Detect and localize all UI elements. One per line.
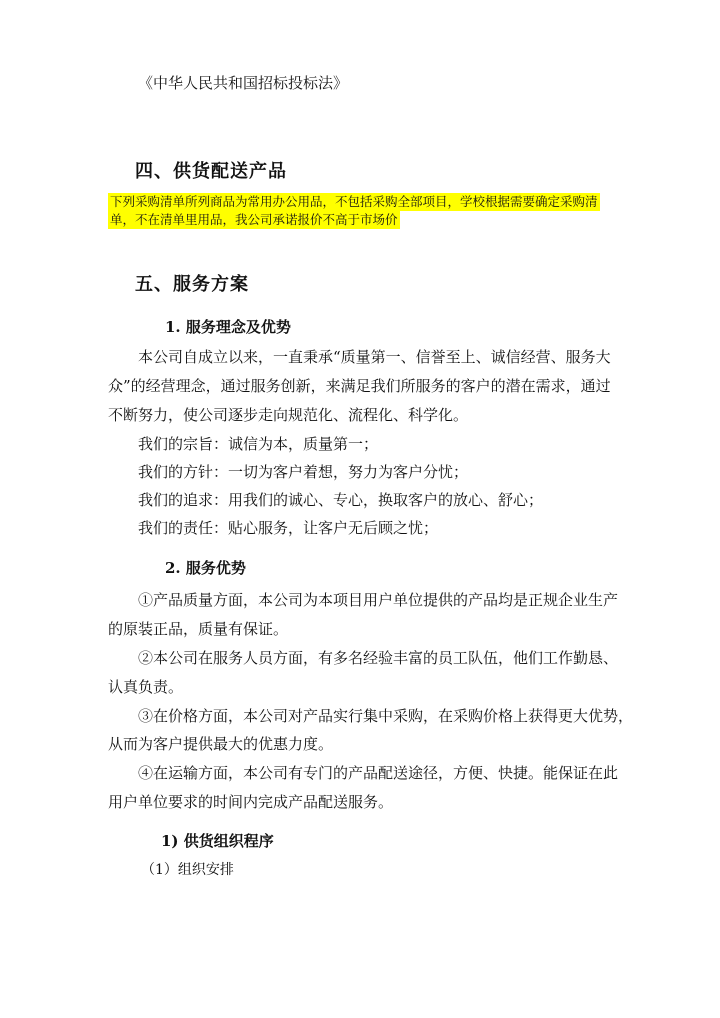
paragraph-line: 用户单位要求的时间内完成产品配送服务。 (108, 793, 394, 811)
paragraph-line: ②本公司在服务人员方面，有多名经验丰富的员工队伍，他们工作勤恳、 (138, 649, 619, 667)
paragraph-line: 不断努力，使公司逐步走向规范化、流程化、科学化。 (108, 406, 469, 424)
section-heading-supply: 四、供货配送产品 (135, 161, 287, 182)
paragraph-line: ③在价格方面，本公司对产品实行集中采购，在采购价格上获得更大优势， (138, 707, 634, 725)
section-heading-service: 五、服务方案 (135, 274, 249, 295)
paragraph-line: 认真负责。 (108, 678, 184, 696)
paragraph-line: 我们的追求：用我们的诚心、专心，换取客户的放心、舒心； (138, 491, 544, 509)
highlighted-note (108, 193, 608, 229)
highlighted-note-line: 单，不在清单里用品，我公司承诺报价不高于市场价 (110, 212, 398, 227)
paragraph-line: ④在运输方面，本公司有专门的产品配送途径，方便、快捷。能保证在此 (138, 764, 619, 782)
law-reference: 《中华人民共和国招标投标法》 (138, 74, 349, 92)
paragraph-line: 众”的经营理念，通过服务创新，来满足我们所服务的客户的潜在需求，通过 (108, 377, 611, 395)
paragraph-line: 的原装正品，质量有保证。 (108, 620, 289, 638)
paragraph-line: ①产品质量方面，本公司为本项目用户单位提供的产品均是正规企业生产 (138, 591, 619, 609)
paragraph-line: 我们的方针：一切为客户着想，努力为客户分忧； (138, 463, 469, 481)
subheading-supply-procedure: 1) 供货组织程序 (161, 832, 274, 850)
paragraph-line: 从而为客户提供最大的优惠力度。 (108, 735, 334, 753)
subheading-service-philosophy: 1. 服务理念及优势 (165, 318, 291, 336)
list-item-organization: （1）组织安排 (141, 862, 234, 878)
paragraph-line: 我们的责任：贴心服务，让客户无后顾之忧； (138, 519, 439, 537)
paragraph-line: 本公司自成立以来，一直秉承“质量第一、信誉至上、诚信经营、服务大 (138, 348, 611, 366)
paragraph-line: 我们的宗旨：诚信为本，质量第一； (138, 435, 379, 453)
highlighted-note-line: 下列采购清单所列商品为常用办公用品，不包括采购全部项目，学校根据需要确定采购清 (110, 194, 598, 209)
subheading-service-advantages: 2. 服务优势 (165, 559, 246, 577)
